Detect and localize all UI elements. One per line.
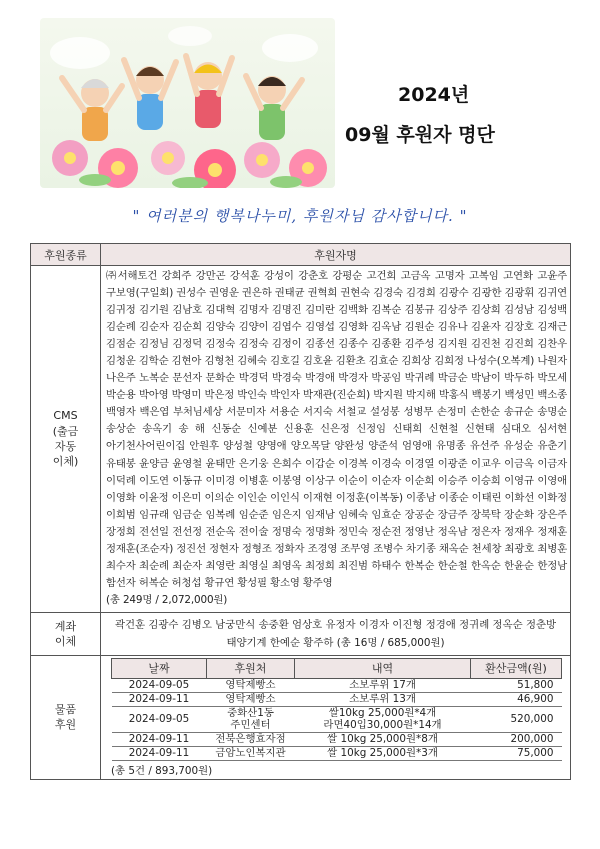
goods-detail-cell [101,655,571,779]
goods-total: (총 5건 / 893,700원) [111,764,213,777]
table-row [112,733,562,747]
goods-col-detail: 내역 [295,658,471,678]
goods-date: 2024-09-11 [112,692,207,706]
goods-amount: 46,900 [471,692,562,706]
account-donor-names: 곽건훈 김광수 김병오 남궁만식 송중환 엄상호 유정자 이경자 이진형 정경애 정귀례 정옥순 정춘방 태양기계 한예순 황주하 [114,618,557,649]
report-year: 2024년 [398,84,470,106]
goods-donor: 영탁제빵소 [207,678,295,692]
col-header-type: 후원종류 [31,244,101,266]
type-line: 계좌 [54,619,77,633]
goods-detail [295,706,471,733]
goods-col-donor: 후원처 [207,658,295,678]
account-total: (총 16명 / 685,000원) [336,636,445,649]
col-header-names: 후원자명 [101,244,571,266]
goods-detail-line: 라면40입30,000원*14개 [323,719,442,732]
goods-donor: 금암노인복지관 [207,746,295,760]
table-header-row [31,244,571,266]
thank-you-slogan: " 여러분의 행복나누미, 후원자님 감사합니다. " [132,207,468,225]
goods-donor: 전북은행효자점 [207,733,295,747]
cms-total: (총 249명 / 2,072,000원) [106,593,228,606]
goods-amount: 200,000 [471,733,562,747]
goods-date: 2024-09-05 [112,706,207,733]
cms-names-cell [101,266,571,613]
account-names-cell [101,612,571,655]
type-line: 물품 [54,702,77,716]
goods-date: 2024-09-11 [112,746,207,760]
goods-table [111,658,562,761]
goods-donor-line: 주민센터 [230,719,271,732]
goods-detail: 쌀 10kg 25,000원*8개 [295,733,471,747]
table-row [112,678,562,692]
goods-detail: 쌀 10kg 25,000원*3개 [295,746,471,760]
type-line: 이체 [54,634,77,648]
donor-table [30,243,571,780]
table-row [112,746,562,760]
goods-detail: 소보루위 17개 [295,678,471,692]
page-title: 09월 후원자 명단 [345,124,495,146]
table-row [112,692,562,706]
goods-detail: 소보루위 13개 [295,692,471,706]
goods-row [31,655,571,779]
goods-col-date: 날짜 [112,658,207,678]
goods-donor: 영탁제빵소 [207,692,295,706]
account-row [31,612,571,655]
goods-col-amount: 환산금액(원) [471,658,562,678]
goods-donor-line: 중화산1동 [227,706,274,719]
table-row [112,706,562,733]
goods-detail-line: 쌀10kg 25,000원*4개 [328,706,437,719]
cheering-people-flowers-illustration [40,18,335,188]
cms-type-cell [31,266,101,613]
account-type-cell [31,612,101,655]
goods-amount: 51,800 [471,678,562,692]
goods-type-cell [31,655,101,779]
cms-row [31,266,571,613]
type-line: 자동 [54,439,77,453]
goods-date: 2024-09-05 [112,678,207,692]
goods-amount: 75,000 [471,746,562,760]
type-line: 후원 [54,718,77,732]
cms-donor-names: ㈜서해토건 강희주 강만곤 강석훈 강성이 강춘호 강평순 고건희 고금옥 고명자 고복임 고연화 고윤주 구보영(구일회) 권성수 권영운 권은하 권태균 권혁희 권현숙 김경숙 김경희 김광수 김광한 김광휘 김귀연 김귀정 김기원 김남호 김대혁 김명자 김명진 김미란 김백화 김복순 김봉규 김상주 김상희 김성남 김성백 김순례 김순자 김순희 김양숙 김양이 김엽수 김영섭 김영화 김옥남 김원순 김유나 김윤자 김장호 김재근 김점순 김정님 김정덕 김정숙 김정숙 김정이 김종선 김종수 김종환 김주성 김지원 김진천 김진희 김찬우 김청운 김학순 김현아 김형천 김혜숙 김호길 김호윤 김환초 김효순 김희상 김희정 나성수(오복계) 나원자 나은주 노복순 문선자 문화순 박경덕 박경숙 박경애 박경자 박공임 박귀례 박금순 박남이 박두하 박모세 박순용 박아영 박영미 박은정 박인숙 박인자 박재관(진순희) 박지원 박지해 박홍식 백봉기 백성민 백소종 백영자 백은엽 부처님세상 서문미자 서용순 서지숙 서철교 설성봉 성병무 손정미 손한순 송규순 송명순 송상순 송옥기 송 해 신동순 신예분 신용훈 신은정 신정임 신태희 신현철 신현태 심대오 심서현 아기천사어린이집 안원후 양성철 양영애 양오목달 양완성 양준석 엄영애 유명종 유선주 유성순 유춘기 유태봉 윤양금 윤영철 윤태만 은기웅 은희수 이갑순 이경복 이경숙 이경열 이광준 이교우 이금옥 이금자 이덕례 이도연 이동규 이미경 이병훈 이봉영 이상구 이순이 이순자 이순희 이승주 이승희 이영규 이영애 이영화 이윤정 이은미 이의순 이인순 이인식 이재현 이정훈(이복동) 이종남 이종순 이태린 이화선 이화정 이희범 임규래 임금순 임복례 임순준 임은지 임재남 임혜숙 임효순 장공순 장금주 장북탁 장순화 장은주 장정희 전선일 전선정 전순옥 전이술 정명숙 정명화 정민숙 정순전 정영난 정옥남 정은자 정재우 정재훈 정재훈(조순자) 정진선 정현자 정형조 정화자 조경영 조무영 조병수 차기종 채옥순 천세창 최광호 최병훈 최수자 최순례 최순자 최영란 최영실 최영옥 최정희 최진범 하태수 한복순 한순철 한옥순 한윤순 한정남 함선자 허복순 허청섭 황규연 황성필 황소영 황주영 [106,270,567,589]
type-line: CMS [53,409,78,423]
goods-date: 2024-09-11 [112,733,207,747]
type-line: 이체) [52,455,79,469]
goods-header-row [112,658,562,678]
goods-amount: 520,000 [471,706,562,733]
type-line: (출금 [52,424,79,438]
header-illustration [40,18,335,188]
goods-donor [207,706,295,733]
